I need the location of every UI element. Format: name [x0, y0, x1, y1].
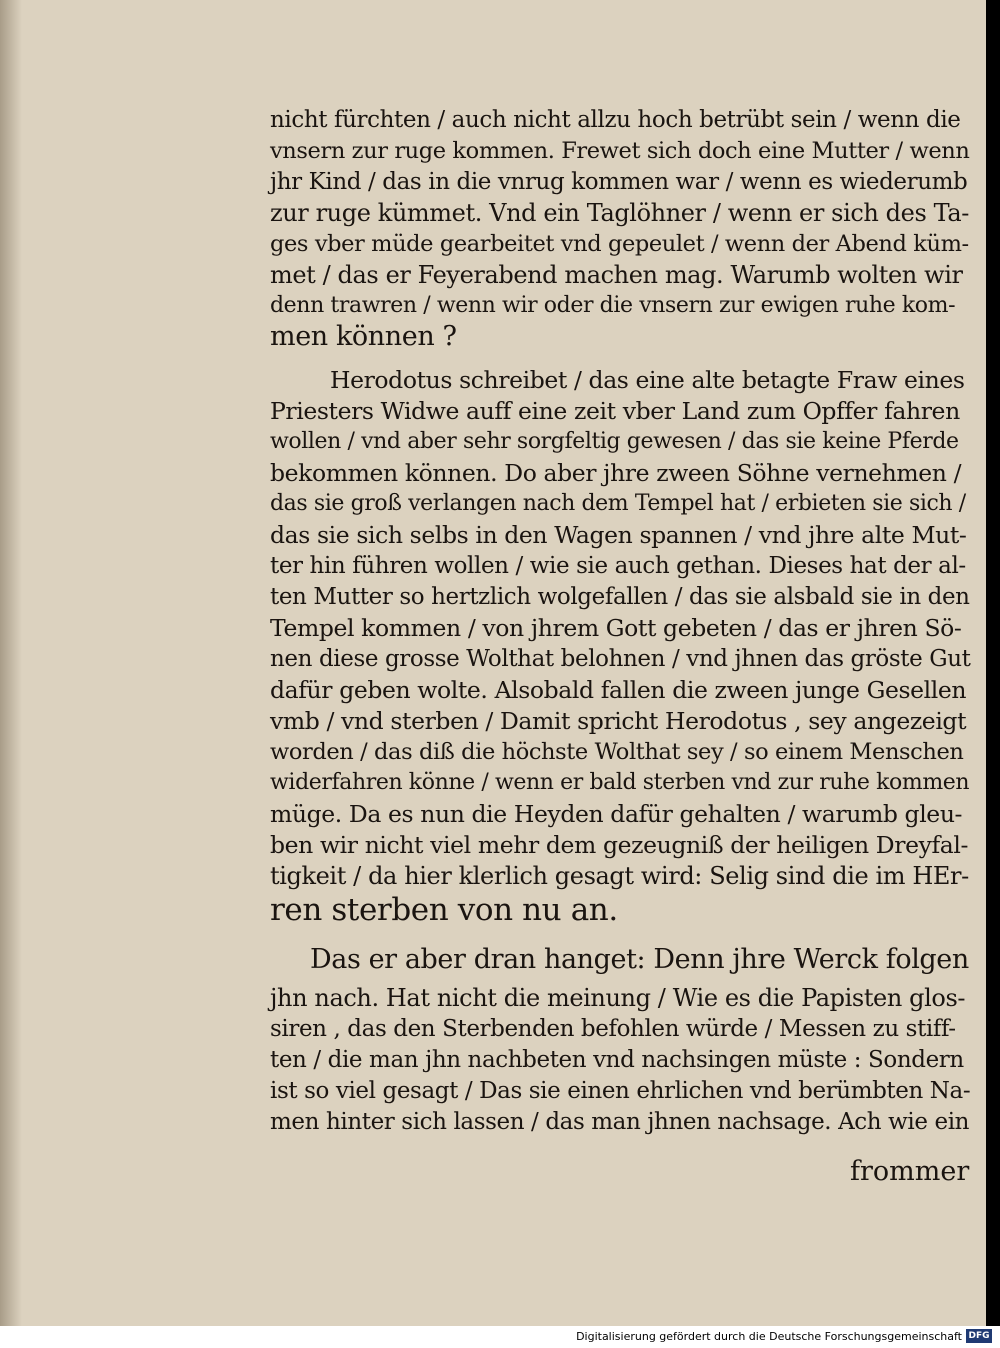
text-line: ist so viel gesagt / Das sie einen ehrlichen vnd berümbten Na- [270, 1078, 971, 1104]
footer-credit: Digitalisierung gefördert durch die Deutsche Forschungsgemeinschaft [576, 1330, 962, 1343]
text-line: vnsern zur ruge kommen. Frewet sich doch eine Mutter / wenn [270, 138, 970, 164]
paragraph-start-line: Herodotus schreibet / das eine alte betagte Fraw eines [330, 366, 965, 394]
text-line: met / das er Feyerabend machen mag. Warumb wolten wir [270, 261, 963, 289]
text-line: ges vber müde gearbeitet vnd gepeulet / wenn der Abend küm- [270, 231, 969, 257]
page-gutter-shadow [0, 0, 22, 1326]
text-line: tigkeit / da hier klerlich gesagt wird: Selig sind die im HEr- [270, 862, 969, 890]
text-line: jhn nach. Hat nicht die meinung / Wie es die Papisten glos- [270, 984, 966, 1012]
text-line: das sie sich selbs in den Wagen spannen / vnd jhre alte Mut- [270, 521, 967, 549]
text-line: dafür geben wolte. Alsobald fallen die zween junge Gesellen [270, 676, 967, 704]
catchword: frommer [850, 1156, 970, 1187]
text-line: siren , das den Sterbenden befohlen würde / Messen zu stiff- [270, 1016, 956, 1042]
text-line: ren sterben von nu an. [270, 892, 618, 928]
text-line: wollen / vnd aber sehr sorgfeltig gewesen / das sie keine Pferde [270, 429, 959, 454]
text-line: worden / das diß die höchste Wolthat sey / so einem Menschen [270, 739, 964, 765]
text-line: das sie groß verlangen nach dem Tempel hat / erbieten sie sich / [270, 491, 966, 516]
text-line: ben wir nicht viel mehr dem gezeugniß der heiligen Dreyfal- [270, 831, 969, 859]
text-line: Tempel kommen / von jhrem Gott gebeten / das er jhren Sö- [270, 614, 962, 642]
text-line: bekommen können. Do aber jhre zween Söhne vernehmen / [270, 459, 962, 487]
text-line: ter hin führen wollen / wie sie auch gethan. Dieses hat der al- [270, 553, 966, 579]
text-line: men hinter sich lassen / das man jhnen nachsage. Ach wie ein [270, 1109, 970, 1135]
text-line: widerfahren könne / wenn er bald sterben vnd zur ruhe kommen [270, 770, 970, 795]
dfg-logo: DFG [966, 1329, 992, 1343]
text-line: denn trawren / wenn wir oder die vnsern zur ewigen ruhe kom- [270, 293, 956, 318]
text-line: ten / die man jhn nachbeten vnd nachsingen müste : Sondern [270, 1047, 964, 1073]
text-line: Priesters Widwe auff eine zeit vber Land zum Opffer fahren [270, 397, 960, 425]
text-line: men können ? [270, 321, 457, 352]
text-line: zur ruge kümmet. Vnd ein Taglöhner / wenn er sich des Ta- [270, 199, 969, 227]
text-line: ten Mutter so hertzlich wolgefallen / das sie alsbald sie in den [270, 584, 970, 610]
text-line: nicht fürchten / auch nicht allzu hoch betrübt sein / wenn die [270, 107, 961, 133]
text-line: müge. Da es nun die Heyden dafür gehalten / warumb gleu- [270, 800, 963, 828]
paragraph-start-line: Das er aber dran hanget: Denn jhre Werck folgen [310, 944, 969, 975]
text-line: jhr Kind / das in die vnrug kommen war / wenn es wiederumb [270, 169, 968, 195]
text-line: nen diese grosse Wolthat belohnen / vnd jhnen das gröste Gut [270, 646, 971, 672]
text-line: vmb / vnd sterben / Damit spricht Herodotus , sey angezeigt [270, 707, 967, 735]
